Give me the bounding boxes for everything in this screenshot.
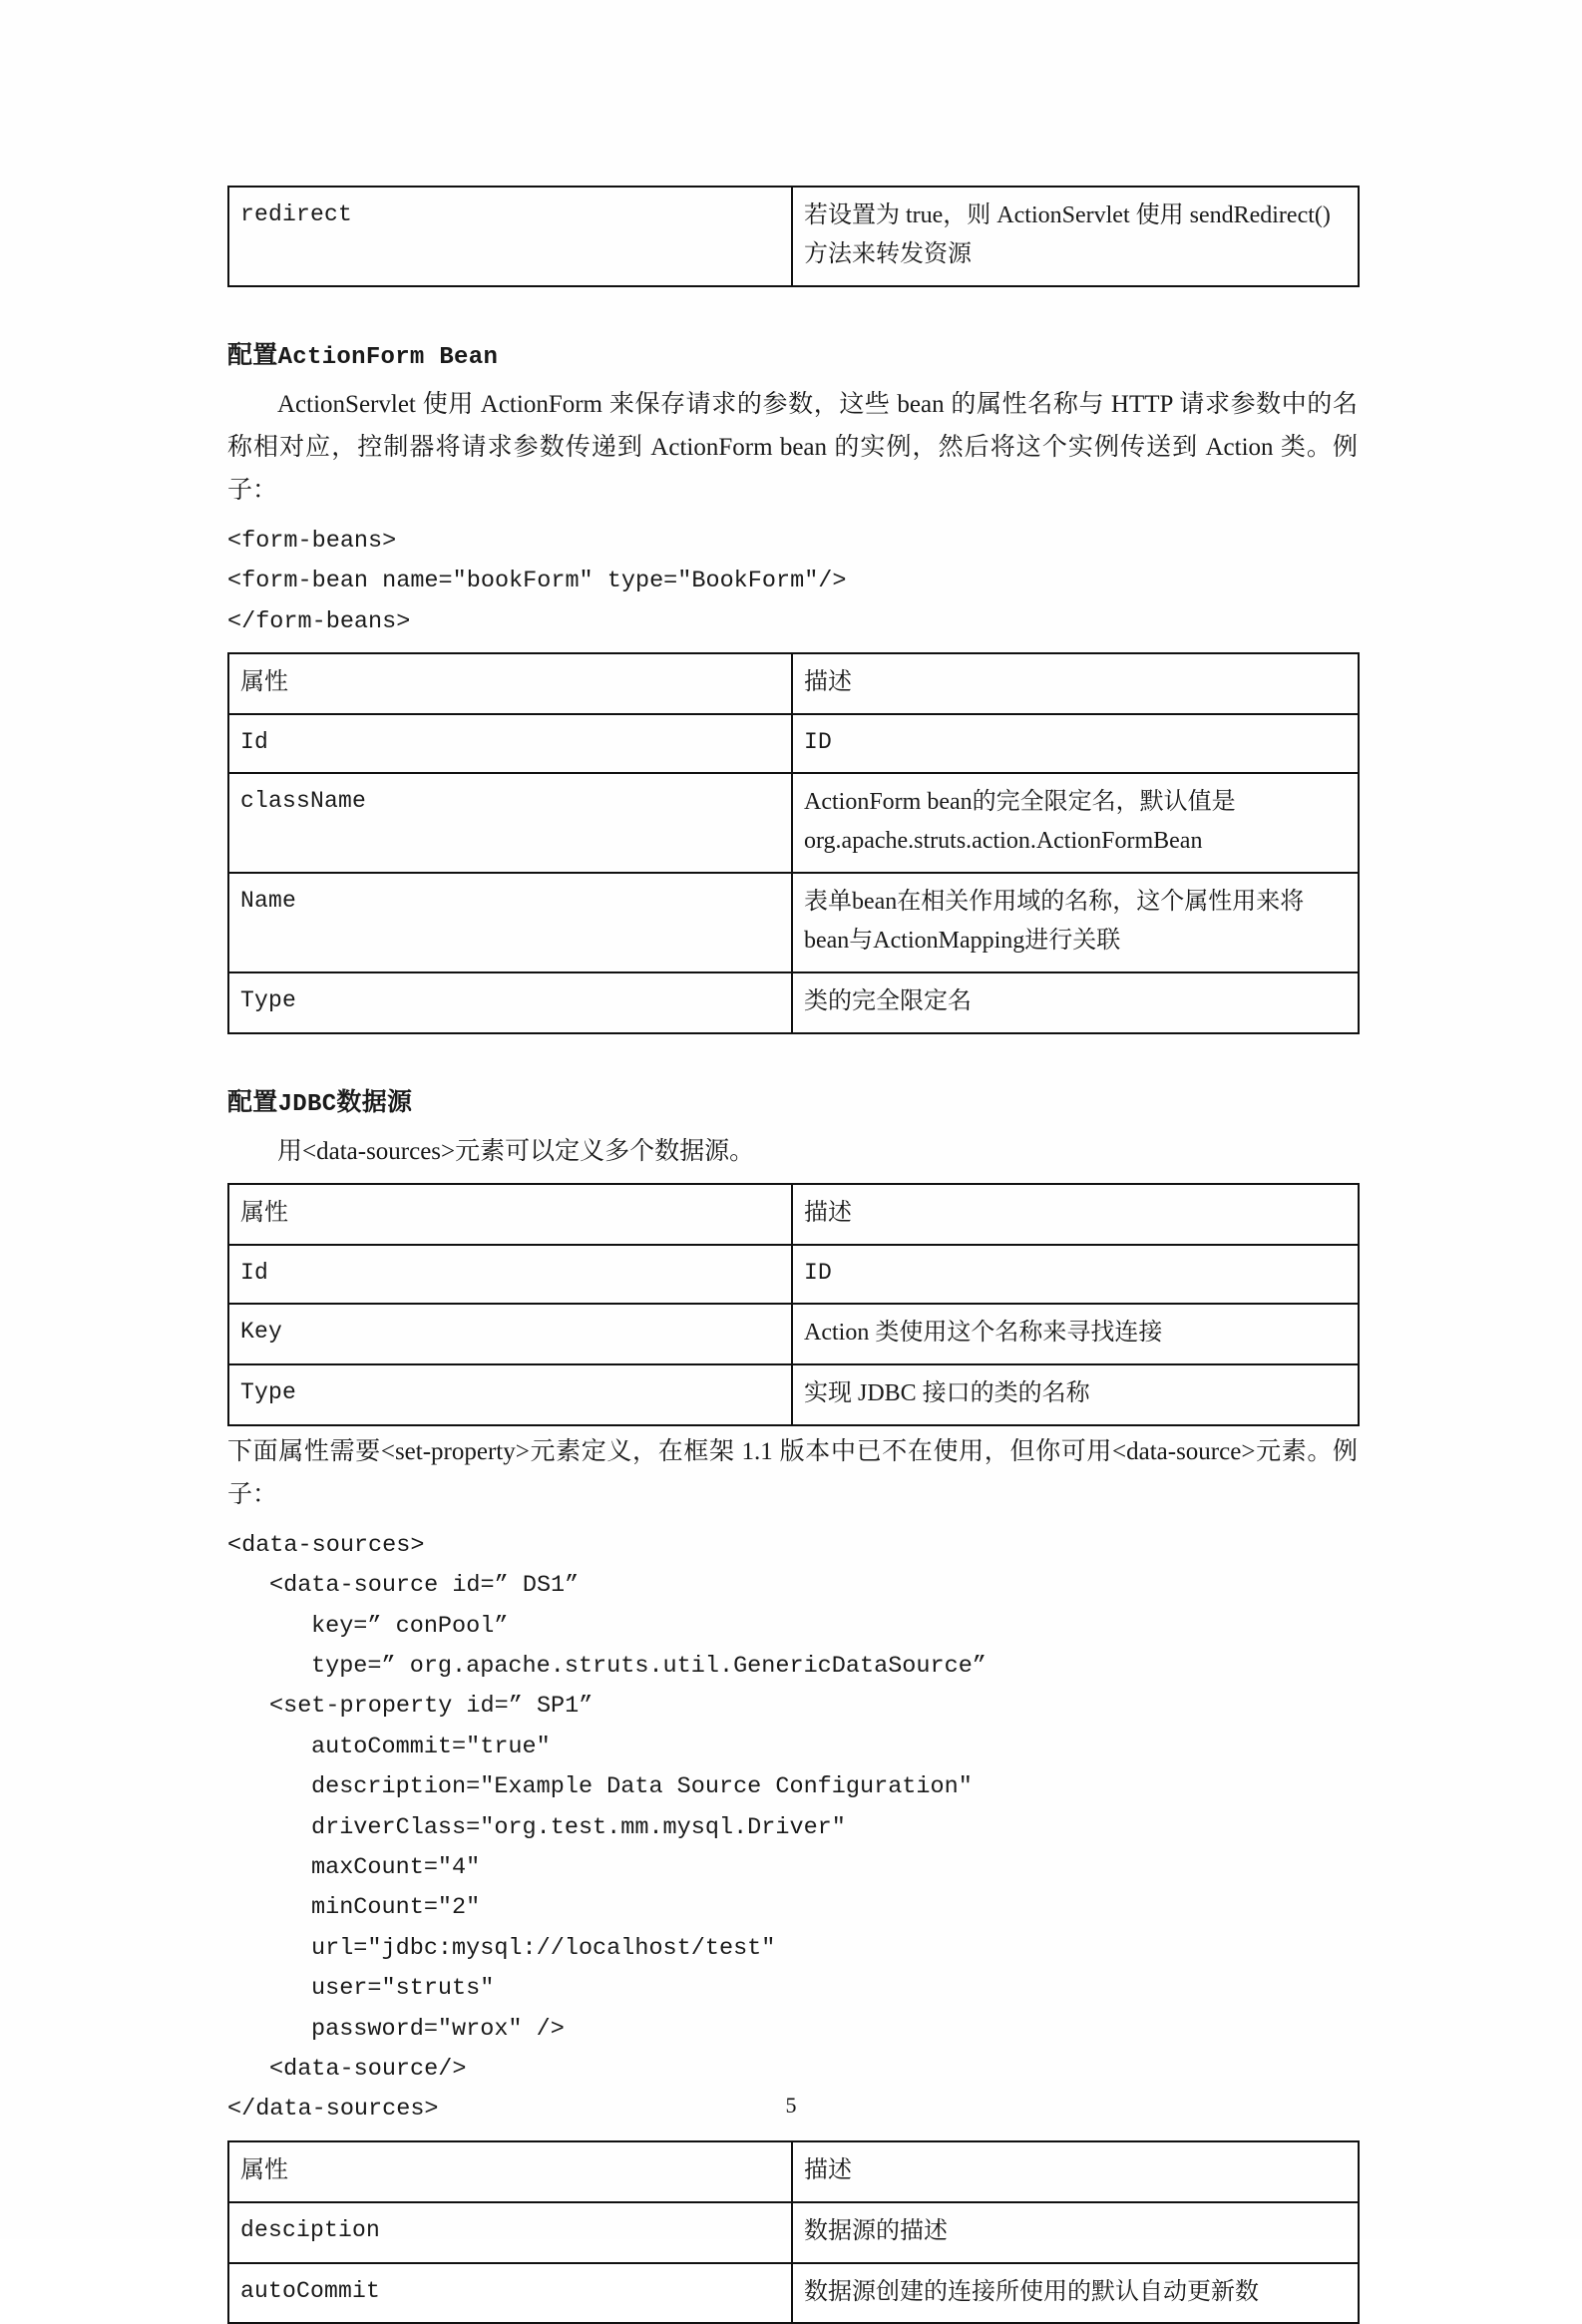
column-header-attribute: 属性	[228, 2141, 792, 2202]
code-line: <data-sources>	[227, 1531, 425, 1559]
page-number: 5	[785, 2093, 797, 2118]
attribute-cell: Id	[228, 714, 792, 773]
description-cell: 类的完全限定名	[792, 972, 1359, 1033]
redirect-description-cell: 若设置为 true，则 ActionServlet 使用 sendRedirect()方法来转发资源	[792, 187, 1359, 286]
attribute-cell: autoCommit	[228, 2263, 792, 2324]
table-row	[228, 187, 1359, 286]
description-cell: ActionForm bean的完全限定名，默认值是 org.apache.struts.action.ActionFormBean	[792, 773, 1359, 873]
attribute-cell: Key	[228, 1304, 792, 1364]
column-header-attribute: 属性	[228, 1184, 792, 1245]
column-header-description: 描述	[792, 1184, 1359, 1245]
heading-latin-jdbc: JDBC	[277, 1090, 337, 1118]
table-row	[228, 1364, 1359, 1425]
jdbc-attributes-table	[227, 1183, 1360, 1426]
table-row	[228, 972, 1359, 1033]
code-line: <data-source/>	[269, 2056, 467, 2083]
code-line: type=” org.apache.struts.util.GenericDataSource”	[311, 1652, 987, 1680]
page-content	[227, 186, 1358, 2324]
jdbc-note-paragraph: 下面属性需要<set-property>元素定义，在框架 1.1 版本中已不在使用，但你可用<data-source>元素。例子：	[227, 1437, 1358, 1508]
code-line: </data-sources>	[227, 2096, 439, 2124]
code-line-form-beans-open: <form-beans>	[227, 527, 397, 555]
actionform-attributes-table	[227, 652, 1360, 1034]
description-cell: ID	[792, 1245, 1359, 1304]
section-heading-jdbc	[227, 1086, 1358, 1120]
code-line: autoCommit="true"	[311, 1733, 551, 1760]
column-header-description: 描述	[792, 2141, 1359, 2202]
heading-cjk-text: 配置	[227, 340, 278, 369]
jdbc-paragraph: 用<data-sources>元素可以定义多个数据源。	[277, 1137, 755, 1165]
attribute-cell: className	[228, 773, 792, 873]
description-cell: 表单bean在相关作用域的名称，这个属性用来将bean与ActionMapping进行关联	[792, 873, 1359, 972]
table-header-row	[228, 2141, 1359, 2202]
table-header-row	[228, 653, 1359, 714]
table-row	[228, 2202, 1359, 2263]
datasource-properties-table	[227, 2140, 1360, 2324]
table-row	[228, 1245, 1359, 1304]
redirect-attribute-cell: redirect	[228, 187, 792, 286]
code-line: url="jdbc:mysql://localhost/test"	[311, 1934, 776, 1962]
description-cell: Action 类使用这个名称来寻找连接	[792, 1304, 1359, 1364]
code-line: minCount="2"	[311, 1894, 481, 1922]
code-line: maxCount="4"	[311, 1853, 481, 1881]
code-line: password="wrox" />	[311, 2015, 565, 2043]
attribute-cell: Name	[228, 873, 792, 972]
attribute-cell: Type	[228, 1364, 792, 1425]
description-cell: 实现 JDBC 接口的类的名称	[792, 1364, 1359, 1425]
code-line-form-bean: <form-bean name="bookForm" type="BookForm"/>	[227, 568, 847, 595]
heading-cjk-suffix: 数据源	[336, 1087, 413, 1116]
table-header-row	[228, 1184, 1359, 1245]
table-row	[228, 773, 1359, 873]
section-heading-actionform	[227, 339, 1358, 373]
redirect-table	[227, 186, 1360, 287]
description-cell: ID	[792, 714, 1359, 773]
table-row	[228, 2263, 1359, 2324]
heading-latin-text: ActionForm Bean	[277, 343, 499, 371]
code-line: key=” conPool”	[311, 1612, 509, 1640]
code-line: description="Example Data Source Configuration"	[311, 1773, 973, 1801]
code-line: driverClass="org.test.mm.mysql.Driver"	[311, 1813, 846, 1841]
column-header-attribute: 属性	[228, 653, 792, 714]
actionform-paragraph: ActionServlet 使用 ActionForm 来保存请求的参数，这些 bean 的属性名称与 HTTP 请求参数中的名称相对应，控制器将请求参数传递到 ActionForm bean 的实例，然后将这个实例传送到 Action 类。例子：	[227, 390, 1358, 504]
column-header-description: 描述	[792, 653, 1359, 714]
code-line: user="struts"	[311, 1975, 495, 2003]
attribute-cell: Id	[228, 1245, 792, 1304]
attribute-cell: desciption	[228, 2202, 792, 2263]
table-row	[228, 873, 1359, 972]
code-line: <data-source id=” DS1”	[269, 1572, 580, 1600]
table-row	[228, 1304, 1359, 1364]
heading-cjk-prefix: 配置	[227, 1087, 278, 1116]
code-line-form-beans-close: </form-beans>	[227, 607, 411, 635]
table-row	[228, 714, 1359, 773]
description-cell: 数据源创建的连接所使用的默认自动更新数	[792, 2263, 1359, 2324]
attribute-cell: Type	[228, 972, 792, 1033]
code-line: <set-property id=” SP1”	[269, 1693, 593, 1721]
description-cell: 数据源的描述	[792, 2202, 1359, 2263]
